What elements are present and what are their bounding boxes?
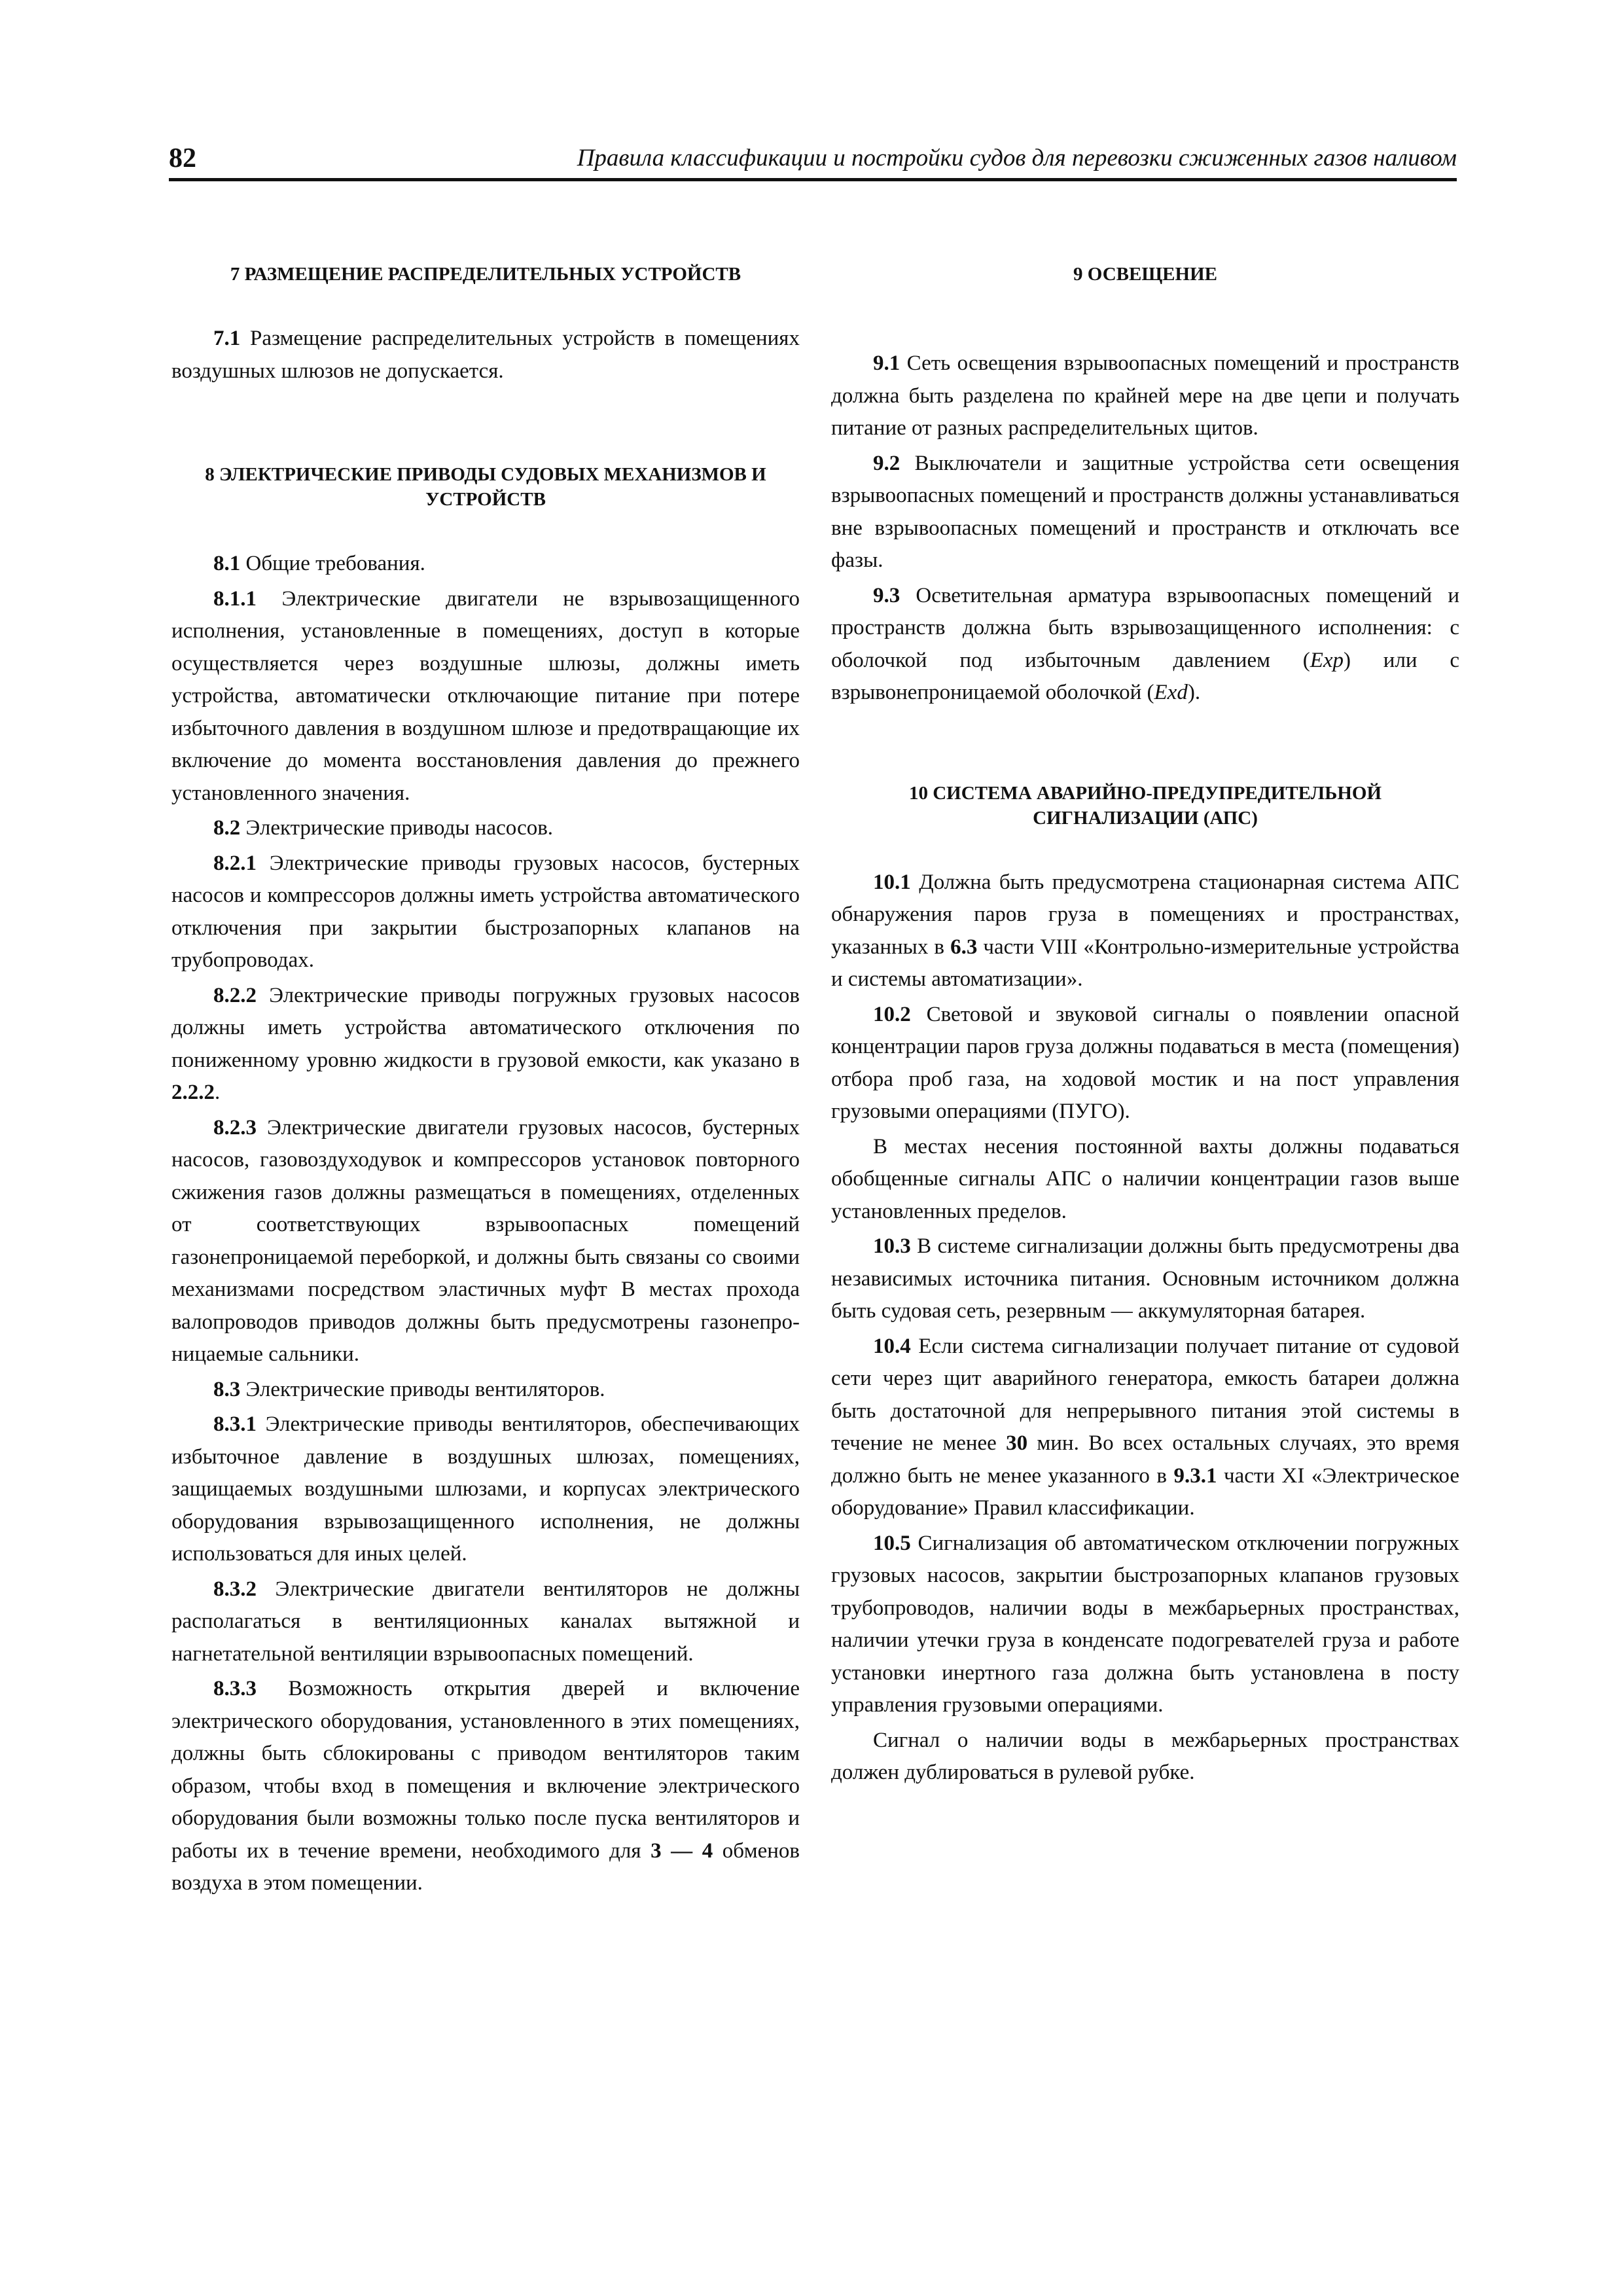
- italic-term: Exp: [1310, 648, 1344, 672]
- paragraph-text: части VIII «Контрольно-измерительные устройства и системы автоматизации».: [831, 935, 1459, 991]
- paragraph-text: В системе сигнализации должны быть предусмотрены два независимых источника питания. Основным источником должна быть судовая сеть, резервным — аккумуляторная батарея.: [831, 1234, 1459, 1323]
- paragraph-text: .: [215, 1081, 221, 1104]
- paragraph-9-1: [831, 348, 1459, 445]
- paragraph-10-1: [831, 867, 1459, 996]
- paragraph-text: Электрические приводы насосов.: [240, 816, 554, 840]
- paragraph-7-1: [171, 323, 800, 387]
- section-7-heading: 7 РАЗМЕЩЕНИЕ РАСПРЕДЕЛИТЕЛЬНЫХ УСТРОЙСТВ: [230, 264, 741, 285]
- left-column: [171, 262, 800, 1903]
- paragraph-text: Электрические двигатели грузовых насосов, бустерных насосов, газовоздуходувок и компрессоров установок повторного сжижения газов должны размещаться в помещениях, отделенных от соответствующих взрывоопасных помещений газонепроницаемой переборкой, и должны быть связаны со своими механизмами посредством эластичных муфт В местах прохода валопроводов приводов должны быть предусмотрены газонепро-ницаемые сальники.: [171, 1115, 800, 1366]
- paragraph-number: 10.5: [873, 1531, 911, 1555]
- cross-reference: 3 — 4: [651, 1839, 713, 1863]
- paragraph-number: 8.2.3: [213, 1115, 257, 1139]
- paragraph-number: 8.2.1: [213, 851, 257, 875]
- paragraph-text: мин. Во всех остальных случаях, это время должно быть не менее указанного в: [831, 1431, 1460, 1488]
- paragraph-8-3: [171, 1374, 800, 1407]
- paragraph-number: 9.1: [873, 351, 901, 375]
- cross-reference: 2.2.2: [171, 1081, 215, 1104]
- paragraph-text: Размещение распределительных устройств в помещениях воздушных шлюзов не допускается.: [171, 327, 800, 383]
- paragraph-text: ) или с взрывонепроницаемой оболочкой (: [831, 648, 1459, 704]
- paragraph-8-3-2: [171, 1573, 800, 1671]
- paragraph-8-2: [171, 812, 800, 845]
- cross-reference: 9.3.1: [1173, 1463, 1217, 1488]
- cross-reference: 6.3: [950, 935, 978, 959]
- paragraph-text: Электрические приводы погружных грузовых насосов должны иметь устройства автоматического отключения по пониженному уровню жидкости в грузовой емкости, как указано в: [171, 983, 800, 1072]
- paragraph-8-1: [171, 548, 800, 581]
- section-9-heading: 9 ОСВЕЩЕНИЕ: [1073, 264, 1217, 285]
- paragraph-number: 10.2: [873, 1002, 911, 1026]
- paragraph-text: Электрические приводы вентиляторов, обеспечивающих избыточное давление в воздушных шлюзах, помещениях, защищаемых воздушными шлюзами, и корпусах электрического оборудования взрывозащищенного исполнения, не должны использоваться для иных целей.: [171, 1412, 800, 1566]
- paragraph-number: 8.1.1: [213, 586, 257, 611]
- paragraph-number: 8.3.3: [213, 1677, 257, 1700]
- paragraph-8-3-1: [171, 1408, 800, 1571]
- paragraph-number: 8.3.2: [213, 1577, 257, 1601]
- paragraph-number: 10.4: [873, 1334, 911, 1358]
- italic-term: Exd: [1154, 681, 1188, 704]
- paragraph-number: 8.2.2: [213, 983, 257, 1007]
- paragraph-10-2-continued: В местах несения постоянной вахты должны подаваться обобщенные сигналы АПС о наличии концентрации газов выше установленных пределов.: [831, 1134, 1459, 1223]
- paragraph-number: 9.3: [873, 583, 901, 607]
- right-column: [831, 262, 1459, 1792]
- paragraph-text: Возможность открытия дверей и включение электрического оборудования, установленного в этих помещениях, должны быть сблокированы с приводом вентиляторов таким образом, чтобы вход в помещения и включение электрического оборудования были возможны только после пуска вентиляторов и работы их в течение времени, необходимого для: [171, 1677, 800, 1863]
- paragraph-8-1-1: [171, 583, 800, 810]
- page-number: 82: [169, 143, 196, 173]
- header-rule: [169, 178, 1457, 181]
- paragraph-text: Электрические приводы грузовых насосов, бустерных насосов и компрессоров должны иметь устройства автоматического отключения при закрытии быстрозапорных клапанов на трубопроводах.: [171, 851, 800, 972]
- paragraph-8-3-3: [171, 1673, 800, 1900]
- section-8-heading: 8 ЭЛЕКТРИЧЕСКИЕ ПРИВОДЫ СУДОВЫХ МЕХАНИЗМОВ И УСТРОЙСТВ: [205, 464, 766, 510]
- paragraph-text: Электрические приводы вентиляторов.: [240, 1377, 605, 1401]
- paragraph-8-2-2: [171, 980, 800, 1109]
- paragraph-text: части XI «Электрическое оборудование» Правил классификации.: [831, 1463, 1459, 1520]
- paragraph-10-2: [831, 999, 1459, 1128]
- section-10-heading: 10 СИСТЕМА АВАРИЙНО-ПРЕДУПРЕДИТЕЛЬНОЙ СИГНАЛИЗАЦИИ (АПС): [908, 782, 1382, 829]
- paragraph-text: Осветительная арматура взрывоопасных помещений и пространств должна быть взрывозащищенного исполнения: с оболочкой под избыточным давлением (: [831, 583, 1459, 672]
- paragraph-text: Общие требования.: [240, 552, 425, 575]
- paragraph-text: Световой и звуковой сигналы о появлении опасной концентрации паров груза должны подаваться в места (помещения) отбора проб газа, на ходовой мостик и на пост управления грузовыми операциями (ПУГО).: [831, 1002, 1459, 1123]
- page-header: [169, 143, 1457, 179]
- paragraph-number: 8.3.1: [213, 1412, 257, 1436]
- paragraph-text: Сигнализация об автоматическом отключении погружных грузовых насосов, закрытии быстрозапорных клапанов грузовых трубопроводов, наличии воды в межбарьерных пространствах, наличии утечки груза в конденсате подогревателей груза и работе установки инертного газа должна быть установлена в посту управления грузовыми операциями.: [831, 1531, 1459, 1717]
- paragraph-text: Если система сигнализации получает питание от судовой сети через щит аварийного генератора, емкость батареи должна быть достаточной для непрерывного питания этой системы в течение не менее: [831, 1334, 1459, 1455]
- paragraph-text: Сеть освещения взрывоопасных помещений и пространств должна быть разделена по крайней мере на две цепи и получать питание от разных распределительных щитов.: [831, 351, 1459, 440]
- paragraph-10-4: [831, 1331, 1459, 1525]
- paragraph-text: обменов воздуха в этом помещении.: [171, 1839, 800, 1895]
- paragraph-text: Электрические двигатели вентиляторов не должны располагаться в вентиляционных каналах вытяжной и нагнетательной вентиляции взрывоопасных помещений.: [171, 1577, 800, 1666]
- paragraph-number: 8.1: [213, 552, 241, 575]
- paragraph-10-5-continued: Сигнал о наличии воды в межбарьерных пространствах должен дублироваться в рулевой рубке.: [831, 1728, 1459, 1784]
- paragraph-10-3: [831, 1230, 1459, 1328]
- paragraph-text: Должна быть предусмотрена стационарная система АПС обнаружения паров груза в помещениях и пространствах, указанных в: [831, 870, 1459, 959]
- paragraph-text: Электрические двигатели не взрывозащищенного исполнения, установленные в помещениях, доступ в которые осуществляется через воздушные шлюзы, должны иметь устройства, автоматически отключающие питание при потере избыточного давления в воздушном шлюзе и предотвращающие их включение до момента восстановления давления до прежнего установленного значения.: [171, 586, 800, 805]
- paragraph-number: 8.2: [213, 816, 241, 840]
- running-title: Правила классификации и постройки судов для перевозки сжиженных газов наливом: [577, 145, 1457, 171]
- paragraph-number: 9.2: [873, 451, 901, 475]
- cross-reference: 30: [1006, 1431, 1028, 1455]
- paragraph-number: 8.3: [213, 1377, 241, 1401]
- paragraph-text: ).: [1187, 681, 1201, 704]
- paragraph-8-2-1: [171, 848, 800, 977]
- paragraph-number: 10.3: [873, 1234, 911, 1258]
- paragraph-text: Выключатели и защитные устройства сети освещения взрывоопасных помещений и пространств должны устанавливаться вне взрывоопасных помещений и пространств и отключать все фазы.: [831, 451, 1459, 572]
- paragraph-number: 7.1: [213, 327, 241, 350]
- paragraph-8-2-3: [171, 1112, 800, 1371]
- paragraph-10-5: [831, 1528, 1459, 1722]
- paragraph-9-3: [831, 580, 1459, 709]
- paragraph-9-2: [831, 448, 1459, 577]
- paragraph-number: 10.1: [873, 870, 911, 894]
